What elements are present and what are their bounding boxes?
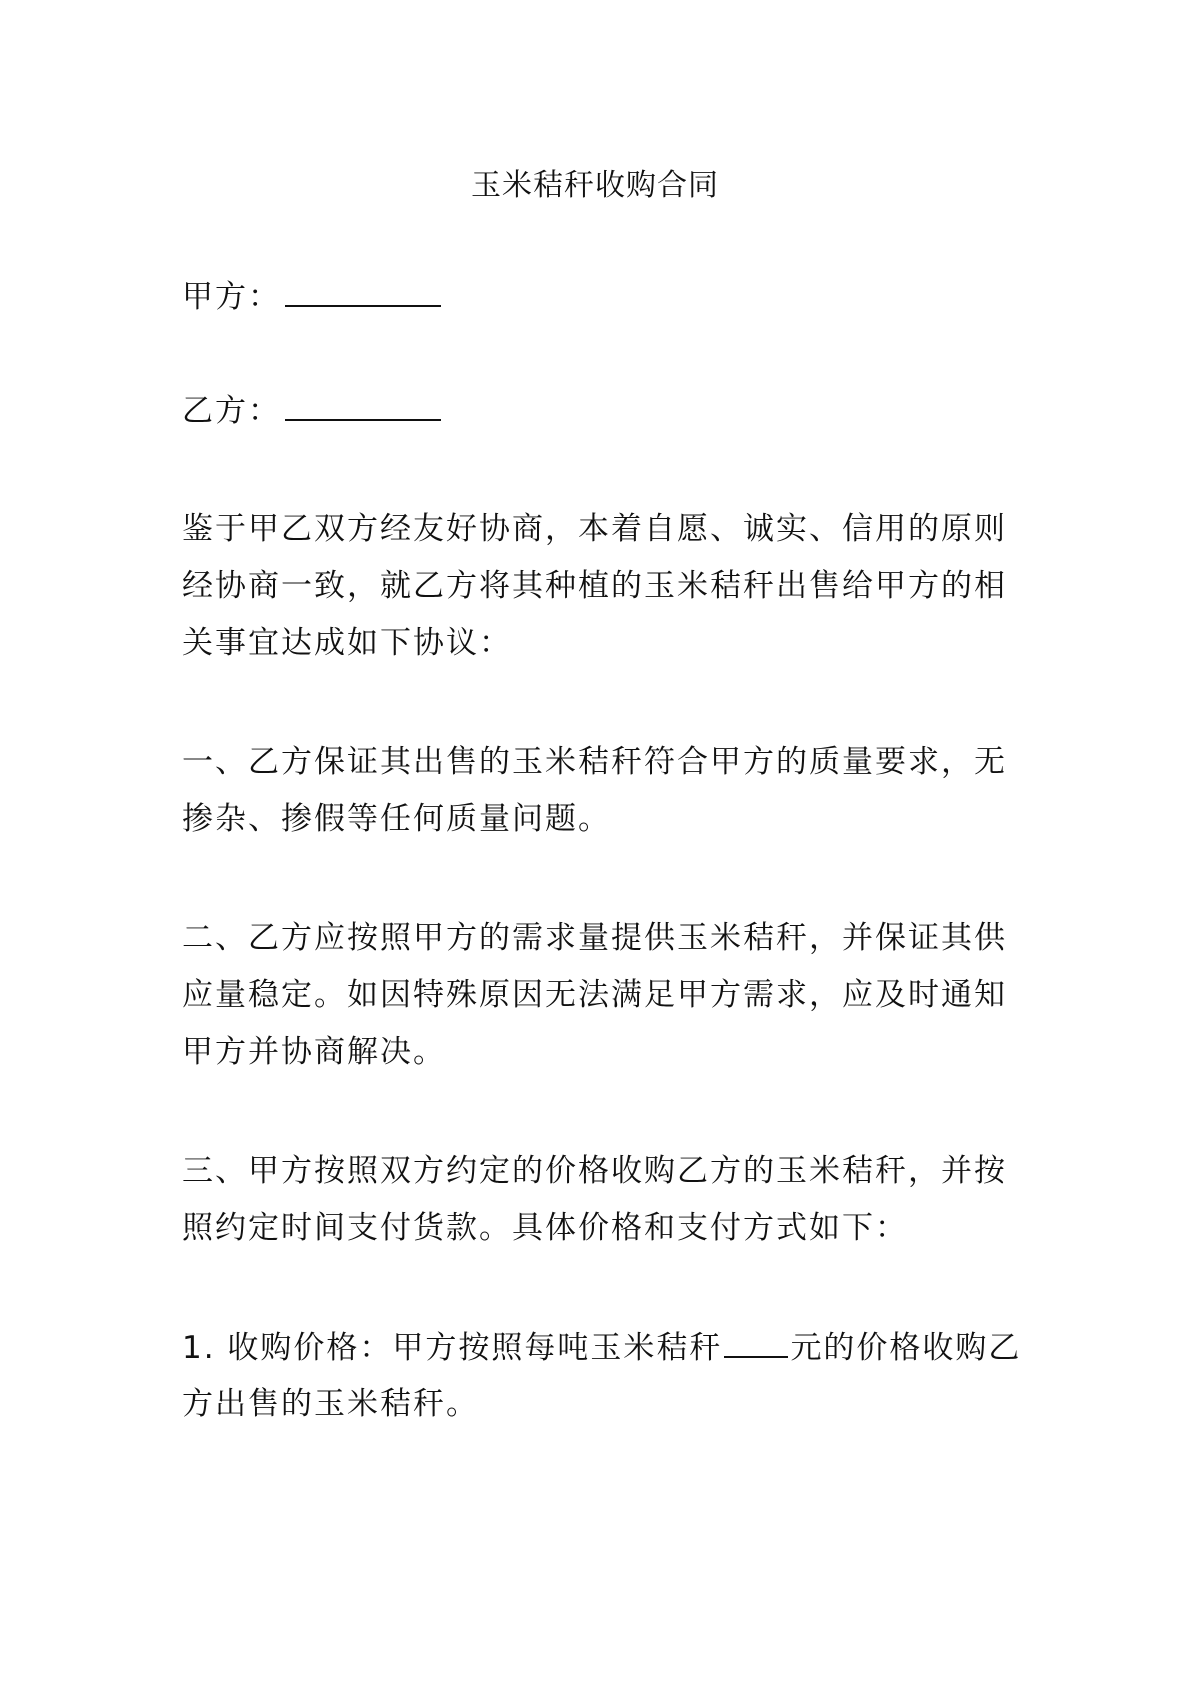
clause-2-line-2: 应量稳定。如因特殊原因无法满足甲方需求，应及时通知 [182, 977, 1007, 1013]
item-1-line-1 [182, 1326, 1022, 1369]
preamble-line-3: 关事宜达成如下协议： [182, 625, 512, 661]
party-a-label: 甲方： [182, 279, 281, 315]
item-1-line-2: 方出售的玉米秸秆。 [182, 1386, 479, 1422]
preamble-line-1: 鉴于甲乙双方经友好协商，本着自愿、诚实、信用的原则 [182, 511, 1007, 547]
item-1-text-after: 元的价格收购乙 [790, 1330, 1022, 1366]
clause-1-line-2: 掺杂、掺假等任何质量问题。 [182, 801, 611, 837]
clause-3-line-2: 照约定时间支付货款。具体价格和支付方式如下： [182, 1210, 908, 1246]
party-b-blank [285, 389, 441, 421]
party-a-blank [285, 275, 441, 307]
party-b-line [182, 389, 1012, 432]
clause-2-line-3: 甲方并协商解决。 [182, 1034, 446, 1070]
price-blank [724, 1326, 788, 1358]
clause-3-line-1: 三、甲方按照双方约定的价格收购乙方的玉米秸秆，并按 [182, 1153, 1007, 1189]
clause-1-line-1: 一、乙方保证其出售的玉米秸秆符合甲方的质量要求，无 [182, 744, 1007, 780]
party-a-line [182, 275, 1012, 318]
item-1-text-before: 1. 收购价格：甲方按照每吨玉米秸秆 [182, 1330, 723, 1366]
clause-2-line-1: 二、乙方应按照甲方的需求量提供玉米秸秆，并保证其供 [182, 920, 1007, 956]
preamble-line-2: 经协商一致，就乙方将其种植的玉米秸秆出售给甲方的相 [182, 568, 1007, 604]
party-b-label: 乙方： [182, 393, 281, 429]
document-title: 玉米秸秆收购合同 [471, 168, 719, 203]
